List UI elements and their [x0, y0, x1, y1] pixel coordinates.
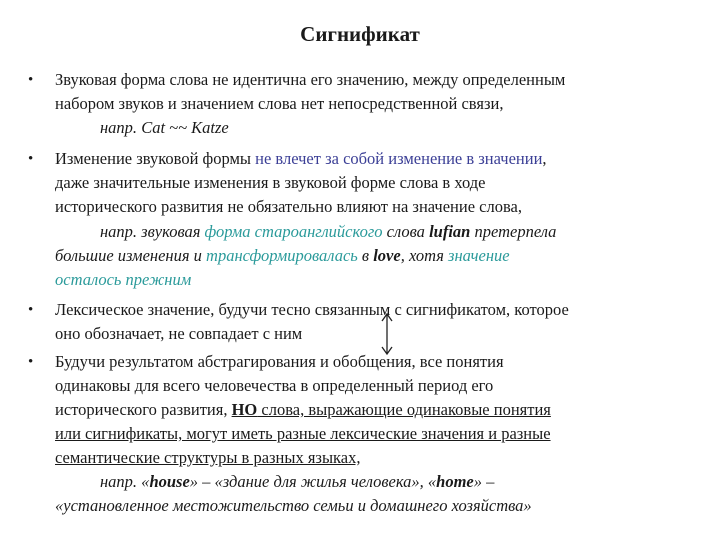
p4-line3-underlined: слова, выражающие одинаковые понятия — [257, 400, 551, 419]
p2-ex1-text2: слова — [382, 222, 430, 241]
slide-title: Сигнификат — [300, 22, 420, 46]
example-separator: ~~ — [165, 118, 192, 137]
p2-highlight-blue: не влечет за собой изменение в значении — [255, 149, 543, 168]
p4-line3-text: исторического развития, — [55, 400, 232, 419]
p2-ex1-text: напр. звуковая — [100, 222, 205, 241]
p4-ex1-house: house — [149, 472, 190, 491]
double-arrow-icon — [380, 312, 394, 356]
p3-line2: оно обозначает, не совпадает с ним — [55, 324, 303, 343]
p4-ex1-text3: » – — [473, 472, 495, 491]
p2-ex2-text3: , хотя — [400, 246, 449, 265]
p2-ex1-teal: форма староанглийского — [204, 222, 383, 241]
p2-ex2-text2: в — [357, 246, 374, 265]
p2-ex2-text: большие изменения и — [55, 246, 207, 265]
p4-ex1-home: home — [436, 472, 474, 491]
p2-ex2-love: love — [373, 246, 401, 265]
p1-line2: набором звуков и значением слова нет непосредственной связи, — [55, 94, 504, 113]
p4-line4: или сигнификаты, могут иметь разные лексические значения и разные — [55, 424, 551, 443]
p4-line2: одинаковы для всего человечества в определенный период его — [55, 376, 494, 395]
example-prefix: напр. — [100, 118, 142, 137]
p2-example-line1 — [100, 222, 556, 242]
p4-line5-underlined: семантические структуры в разных языках, — [55, 448, 361, 467]
p2-example-line3: осталось прежним — [55, 270, 192, 289]
p2-ex2-teal: трансформировалась — [206, 246, 358, 265]
bullet-marker: • — [28, 354, 34, 370]
p2-line1-comma: , — [542, 149, 547, 168]
p4-ex1-text2: » – «здание для жилья человека», « — [189, 472, 437, 491]
p4-line5 — [55, 448, 361, 468]
p2-ex1-text3: претерпела — [470, 222, 557, 241]
p2-line3: исторического развития не обязательно влияют на значение слова, — [55, 197, 522, 216]
p2-line2: даже значительные изменения в звуковой форме слова в ходе — [55, 173, 486, 192]
p2-ex1-lufian: lufian — [429, 222, 471, 241]
p1-example — [100, 118, 229, 138]
bullet-marker: • — [28, 302, 34, 318]
bullet-marker: • — [28, 151, 34, 167]
p2-line1-text: Изменение звуковой формы — [55, 149, 256, 168]
example-word-cat: Cat — [141, 118, 166, 137]
example-word-katze: Katze — [191, 118, 229, 137]
p2-line1 — [55, 149, 547, 169]
p2-ex2-teal2: значение — [448, 246, 510, 265]
bullet-marker: • — [28, 72, 34, 88]
p1-line1: Звуковая форма слова не идентична его значению, между определенным — [55, 70, 566, 89]
p4-example-line2: «установленное местожительство семьи и домашнего хозяйства» — [55, 496, 532, 515]
p4-ex1-text: напр. « — [100, 472, 150, 491]
p4-example-line1 — [100, 472, 494, 492]
p4-line1: Будучи результатом абстрагирования и обобщения, все понятия — [55, 352, 504, 371]
p4-line3 — [55, 400, 551, 420]
p4-but-emphasis: НО — [231, 400, 258, 419]
p2-example-line2 — [55, 246, 510, 266]
p3-line1: Лексическое значение, будучи тесно связанным с сигнификатом, которое — [55, 300, 569, 319]
